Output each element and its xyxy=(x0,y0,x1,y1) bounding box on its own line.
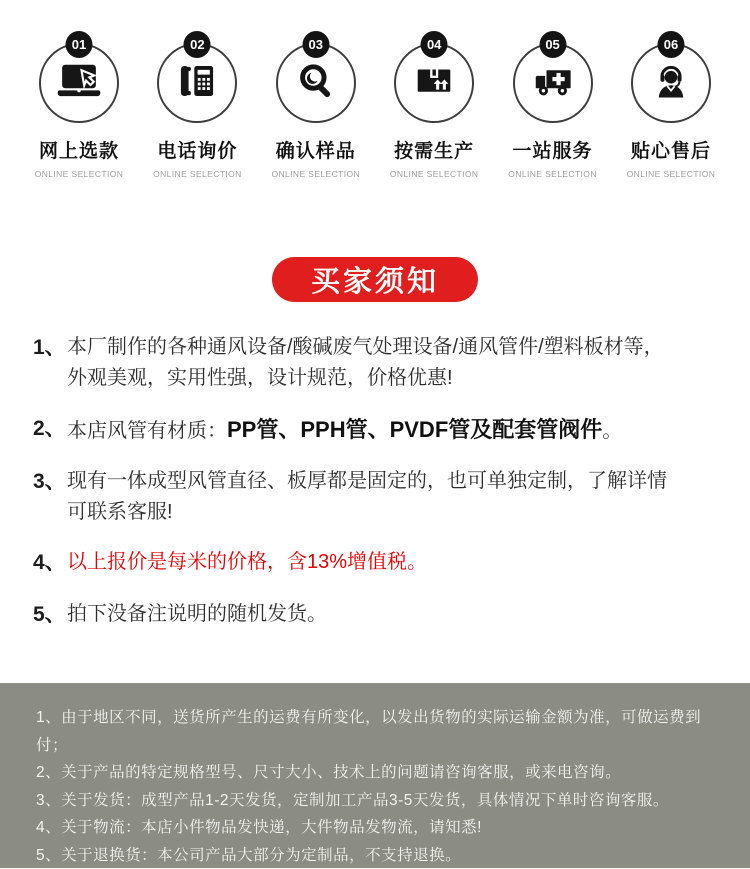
telephone-icon xyxy=(174,58,220,109)
service-ring xyxy=(276,43,356,123)
service-label: 电话询价 xyxy=(144,136,250,163)
notice-text: 本厂制作的各种通风设备/酸碱废气处理设备/通风管件/塑料板材等， 外观美观，实用性强，设计规范，价格优惠! xyxy=(67,332,718,394)
service-item-one-stop-service xyxy=(500,30,606,179)
service-number-badge: 06 xyxy=(657,31,684,58)
shipping-box-icon xyxy=(411,58,457,109)
notice-number: 5、 xyxy=(33,599,67,632)
notice-item-3 xyxy=(33,466,718,528)
service-number-badge: 02 xyxy=(184,31,211,58)
footer-line-2: 2、关于产品的特定规格型号、尺寸大小、技术上的问题请咨询客服，或来电咨询。 xyxy=(36,759,714,787)
services-row xyxy=(0,0,750,179)
footer-line-1: 1、由于地区不同，送货所产生的运费有所变化，以发出货物的实际运输金额为准，可做运费到付； xyxy=(36,704,714,759)
notice-list xyxy=(0,332,750,650)
notice-number: 2、 xyxy=(33,413,67,447)
service-label: 按需生产 xyxy=(381,136,487,163)
service-ring xyxy=(157,43,237,123)
notice-text: 本店风管有材质：PP管、PPH管、PVDF管及配套管阀件。 xyxy=(67,413,718,447)
service-subtitle: ONLINE SELECTION xyxy=(618,169,724,179)
footer-line-3: 3、关于发货：成型产品1-2天发货，定制加工产品3-5天发货，具体情况下单时咨询客服。 xyxy=(36,787,714,815)
service-subtitle: ONLINE SELECTION xyxy=(26,169,132,179)
notice-text-highlighted: 以上报价是每米的价格，含13%增值税。 xyxy=(67,547,718,580)
shipping-terms-footer xyxy=(0,683,750,868)
service-item-online-selection xyxy=(26,30,132,179)
service-number-badge: 04 xyxy=(421,31,448,58)
service-ring xyxy=(631,43,711,123)
notice-number: 3、 xyxy=(33,466,67,528)
footer-line-4: 4、关于物流：本店小件物品发快递，大件物品发物流，请知悉! xyxy=(36,814,714,842)
service-subtitle: ONLINE SELECTION xyxy=(381,169,487,179)
service-number-badge: 03 xyxy=(302,31,329,58)
laptop-cursor-icon xyxy=(56,58,102,109)
service-subtitle: ONLINE SELECTION xyxy=(144,169,250,179)
service-subtitle: ONLINE SELECTION xyxy=(263,169,369,179)
notice-bold-segment: PP管、PPH管、PVDF管及配套管阀件 xyxy=(227,417,602,442)
service-label: 一站服务 xyxy=(500,136,606,163)
notice-text: 现有一体成型风管直径、板厚都是固定的，也可单独定制，了解详情 可联系客服! xyxy=(67,466,718,528)
service-ring xyxy=(39,43,119,123)
buyer-notice-banner: 买家须知 xyxy=(272,257,478,302)
notice-text: 拍下没备注说明的随机发货。 xyxy=(67,599,718,632)
notice-number: 1、 xyxy=(33,332,67,394)
service-ring xyxy=(513,43,593,123)
customer-service-icon xyxy=(648,58,694,109)
service-number-badge: 01 xyxy=(66,31,93,58)
service-label: 确认样品 xyxy=(263,136,369,163)
service-label: 网上选款 xyxy=(26,136,132,163)
delivery-truck-icon xyxy=(530,58,576,109)
service-item-phone-inquiry xyxy=(144,30,250,179)
notice-item-4 xyxy=(33,547,718,580)
service-item-produce-on-demand xyxy=(381,30,487,179)
magnifier-icon xyxy=(293,58,339,109)
service-item-after-sale xyxy=(618,30,724,179)
service-subtitle: ONLINE SELECTION xyxy=(500,169,606,179)
service-label: 贴心售后 xyxy=(618,136,724,163)
notice-number: 4、 xyxy=(33,547,67,580)
service-ring xyxy=(394,43,474,123)
footer-line-5: 5、关于退换货：本公司产品大部分为定制品，不支持退换。 xyxy=(36,842,714,869)
notice-item-1 xyxy=(33,332,718,394)
service-item-confirm-sample xyxy=(263,30,369,179)
service-number-badge: 05 xyxy=(539,31,566,58)
notice-item-5 xyxy=(33,599,718,632)
notice-item-2 xyxy=(33,413,718,447)
